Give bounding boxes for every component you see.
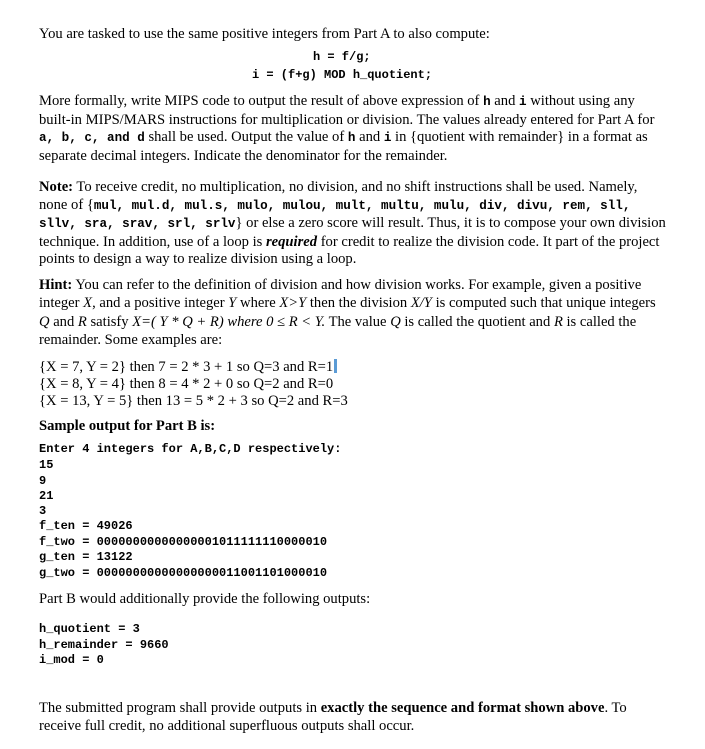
sample-output-line: 15 — [39, 458, 54, 472]
partb-output-line: i_mod = 0 — [39, 653, 104, 667]
paragraph-formal: More formally, write MIPS code to output the result of above expression of h and i without using any built-in MIPS/MARS instructions for multiplication or division. The values already entered for Part A for a, b, c, and d shall be used. Output the value of h and i in {quotient with remainder} in a format as separate decimal integers. Indicate the denominator for the remainder. — [39, 93, 655, 164]
example-line: {X = 13, Y = 5} then 13 = 5 * 2 + 3 so Q=2 and R=3 — [39, 393, 348, 409]
paragraph-note: Note: To receive credit, no multiplication, no division, and no shift instructions shall be used. Namely, none of {mul, mul.d, mul.s, mulo, mulou, mult, multu, mulu, div, divu, rem, sll, sllv, sra, srav, srl, srlv} or else a zero score will result. Thus, it is to compose your own division technique. In addition, use of a loop is required for credit to realize the division code. It part of the project points to design a way to realize division using a loop. — [39, 179, 666, 268]
partb-output-line: h_quotient = 3 — [39, 622, 140, 636]
sample-output-line: 21 — [39, 489, 54, 503]
sample-output-line: f_ten = 49026 — [39, 519, 133, 533]
formula-line-1: h = f/g; — [313, 50, 371, 64]
closing-paragraph: The submitted program shall provide outputs in exactly the sequence and format shown above. To receive full credit, no additional superfluous outputs shall occur. — [39, 700, 627, 734]
example-line: {X = 7, Y = 2} then 7 = 2 * 3 + 1 so Q=3 and R=1 — [39, 359, 337, 376]
partb-output-line: h_remainder = 9660 — [39, 638, 169, 652]
sample-output-line: g_ten = 13122 — [39, 550, 133, 564]
sample-output-line: f_two = 00000000000000001011111110000010 — [39, 535, 328, 549]
sample-output-line: 3 — [39, 504, 47, 518]
text-cursor-icon — [334, 359, 337, 373]
partb-intro-text: Part B would additionally provide the following outputs: — [39, 591, 371, 607]
formula-line-2: i = (f+g) MOD h_quotient; — [252, 68, 433, 82]
sample-output-line: g_two = 00000000000000000011001101000010 — [39, 566, 328, 580]
sample-output-line: 9 — [39, 474, 47, 488]
example-line: {X = 8, Y = 4} then 8 = 4 * 2 + 0 so Q=2 and R=0 — [39, 376, 334, 392]
paragraph-hint: Hint: You can refer to the definition of division and how division works. For example, given a positive integer X, and a positive integer Y where X>Y then the division X/Y is computed such that unique integers Q and R satisfy X=( Y * Q + R) where 0 ≤ R < Y. The value Q is called the quotient and R is called the remainder. Some examples are: — [39, 277, 656, 349]
intro-text: You are tasked to use the same positive integers from Part A to also compute: — [39, 26, 490, 42]
sample-output-heading: Sample output for Part B is: — [39, 418, 216, 434]
sample-output-line: Enter 4 integers for A,B,C,D respectively: — [39, 442, 342, 456]
